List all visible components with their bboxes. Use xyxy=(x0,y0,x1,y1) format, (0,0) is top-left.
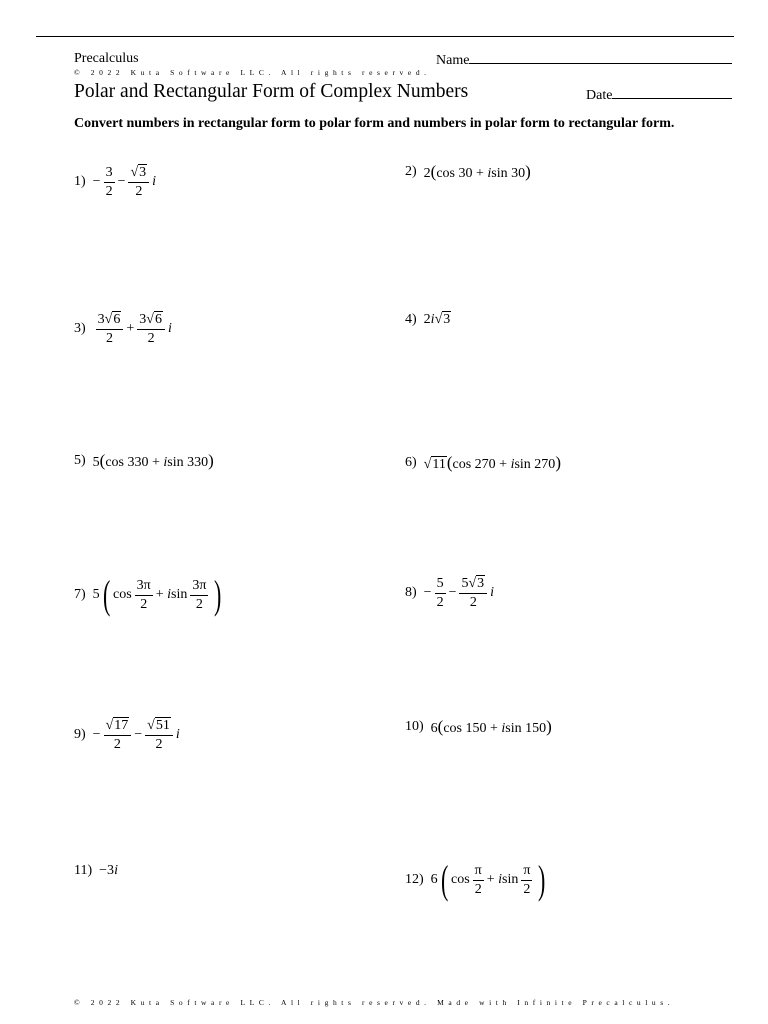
problem-number: 7) xyxy=(74,587,86,602)
problem-9: 9) − $\frac{√17}{2}$ − $\frac{√51}{2}$ i xyxy=(74,718,180,752)
problem-1: 1) − $\frac{3}{2}$ − $\frac{√3}{2}$ i xyxy=(74,164,157,199)
date-blank[interactable] xyxy=(612,86,732,99)
problem-2: 2) 2(cos 30 + isin 30) xyxy=(405,162,531,181)
problem-number: 4) xyxy=(405,311,417,327)
course-name: Precalculus xyxy=(74,51,139,66)
problem-4: 4) 2i√3 xyxy=(405,311,451,327)
problem-number: 5) xyxy=(74,453,86,468)
problem-7: 7) 5 ( cos $\frac{3\pi}{2}$ + isin $\frac{3\pi}{2}$ ) xyxy=(74,572,222,617)
problem-number: 2) xyxy=(405,164,417,179)
problem-number: 6) xyxy=(405,455,417,470)
problem-number: 10) xyxy=(405,719,424,734)
name-field[interactable] xyxy=(436,51,732,69)
name-label: Name xyxy=(436,53,470,68)
date-field[interactable] xyxy=(586,86,732,104)
problem-11: 11) −3i xyxy=(74,863,118,878)
copyright-line: © 2022 Kuta Software LLC. All rights reserved. xyxy=(74,68,431,77)
date-label: Date xyxy=(586,88,613,103)
problem-5: 5) 5(cos 330 + isin 330) xyxy=(74,451,214,470)
instructions: Convert numbers in rectangular form to polar form and numbers in polar form to rectangular form. xyxy=(74,116,675,131)
problem-number: 11) xyxy=(74,863,93,878)
problem-number: 9) xyxy=(74,727,86,742)
footer-copyright: © 2022 Kuta Software LLC. All rights reserved. Made with Infinite Precalculus. xyxy=(74,998,675,1007)
problem-number: 12) xyxy=(405,872,424,887)
header-rule xyxy=(36,36,734,37)
problem-number: 3) xyxy=(74,321,86,336)
problem-3: 3) $\frac{3√6}{2}$ + $\frac{3√6}{2}$ i xyxy=(74,312,172,346)
worksheet-title: Polar and Rectangular Form of Complex Numbers xyxy=(74,81,469,102)
problem-12: 12) 6 ( cos $\frac{\pi}{2}$ + isin $\frac{\pi}{2}$ ) xyxy=(405,857,546,902)
problem-number: 1) xyxy=(74,174,86,189)
problem-8: 8) − $\frac{5}{2}$ − $\frac{5√3}{2}$ i xyxy=(405,575,495,610)
problem-6: 6) √11(cos 270 + isin 270) xyxy=(405,453,561,472)
problem-number: 8) xyxy=(405,585,417,600)
problem-10: 10) 6(cos 150 + isin 150) xyxy=(405,717,552,736)
name-blank[interactable] xyxy=(469,51,732,64)
